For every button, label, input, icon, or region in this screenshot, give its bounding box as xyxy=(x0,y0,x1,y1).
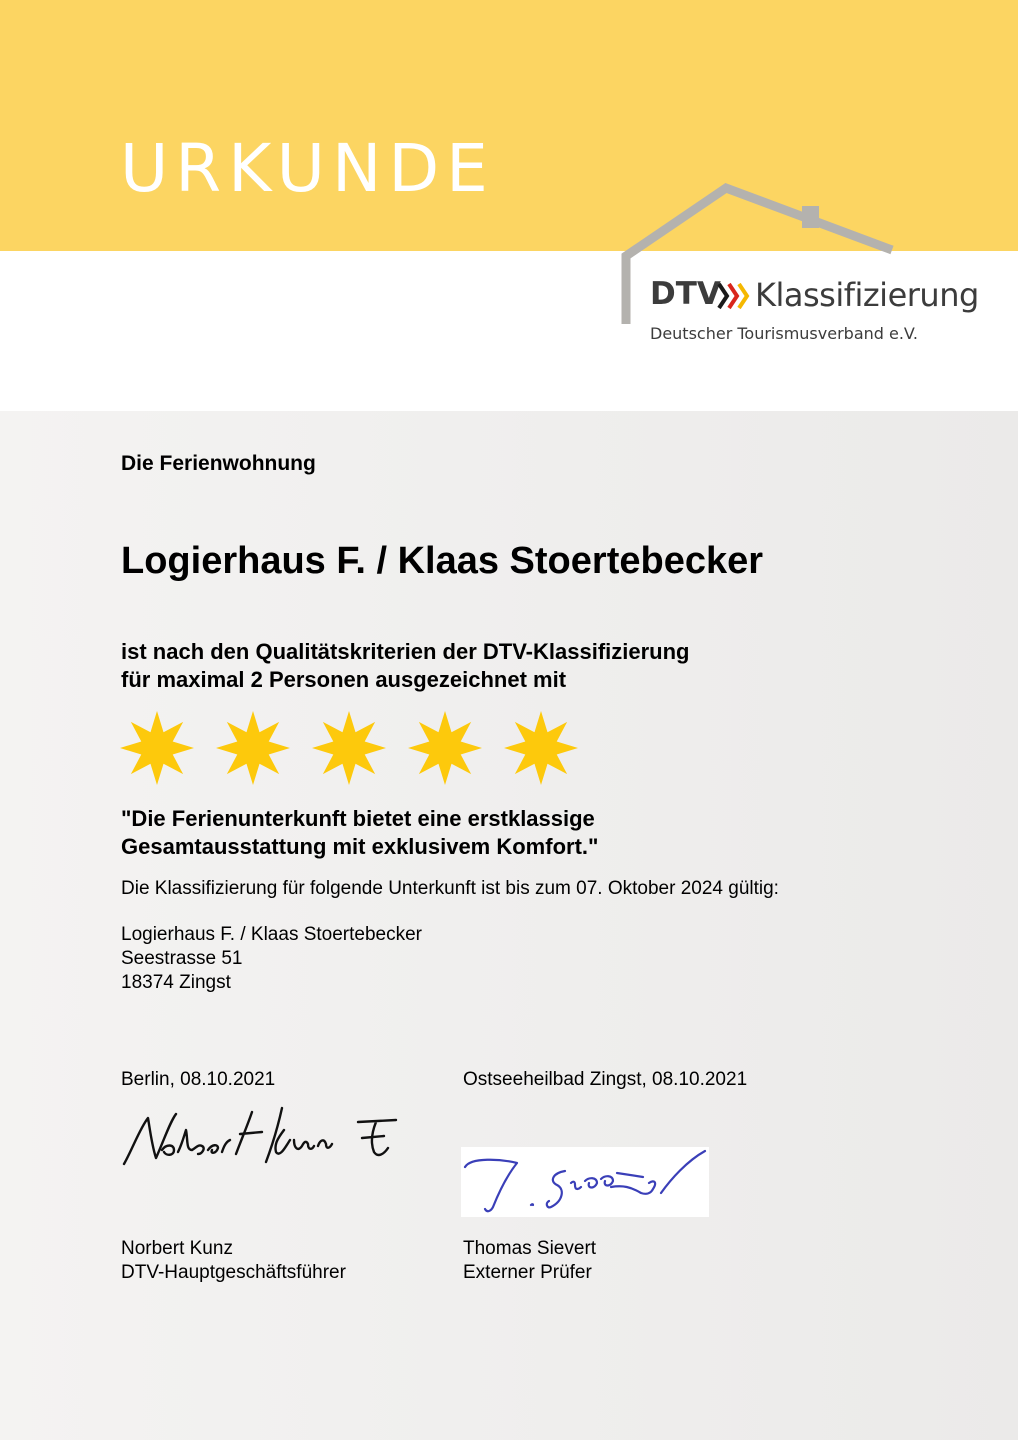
criteria-line-1: ist nach den Qualitätskriterien der DTV-Klassifizierung xyxy=(121,639,690,664)
address-city: 18374 Zingst xyxy=(121,972,231,993)
right-signer-role: Externer Prüfer xyxy=(463,1262,592,1283)
left-signer-name: Norbert Kunz xyxy=(121,1238,233,1259)
left-signer-role: DTV-Hauptgeschäftsführer xyxy=(121,1262,346,1283)
left-place-date: Berlin, 08.10.2021 xyxy=(121,1069,276,1090)
dtv-chevrons-icon xyxy=(717,282,751,310)
signature-thomas-sievert xyxy=(461,1147,709,1217)
address-name: Logierhaus F. / Klaas Stoertebecker xyxy=(121,924,423,945)
right-signer-name: Thomas Sievert xyxy=(463,1238,597,1259)
intro-text: Die Ferienwohnung xyxy=(121,452,316,475)
left-signer xyxy=(121,1237,346,1285)
criteria-text xyxy=(121,638,921,694)
logo-name: Klassifizierung xyxy=(755,276,979,314)
validity-text: Die Klassifizierung für folgende Unterkunft ist bis zum 07. Oktober 2024 gültig: xyxy=(121,878,779,899)
certificate-title: URKUNDE xyxy=(120,130,495,207)
star-icon xyxy=(407,710,483,786)
right-signer xyxy=(463,1237,596,1285)
logo-subtitle: Deutscher Tourismusverband e.V. xyxy=(650,324,918,343)
rating-quote xyxy=(121,805,921,861)
star-rating xyxy=(119,710,581,786)
criteria-line-2: für maximal 2 Personen ausgezeichnet mit xyxy=(121,667,567,692)
logo-brand: DTV xyxy=(650,276,721,312)
signature-stroke xyxy=(461,1147,709,1217)
address-street: Seestrasse 51 xyxy=(121,948,243,969)
star-icon xyxy=(215,710,291,786)
right-place-date: Ostseeheilbad Zingst, 08.10.2021 xyxy=(463,1069,748,1090)
address-block xyxy=(121,923,422,995)
star-icon xyxy=(311,710,387,786)
property-name: Logierhaus F. / Klaas Stoertebecker xyxy=(121,540,764,582)
quote-line-2: Gesamtausstattung mit exklusivem Komfort." xyxy=(121,834,599,859)
star-icon xyxy=(119,710,195,786)
quote-line-1: "Die Ferienunterkunft bietet eine erstklassige xyxy=(121,806,595,831)
star-icon xyxy=(503,710,579,786)
signature-norbert-kunz xyxy=(118,1100,414,1172)
